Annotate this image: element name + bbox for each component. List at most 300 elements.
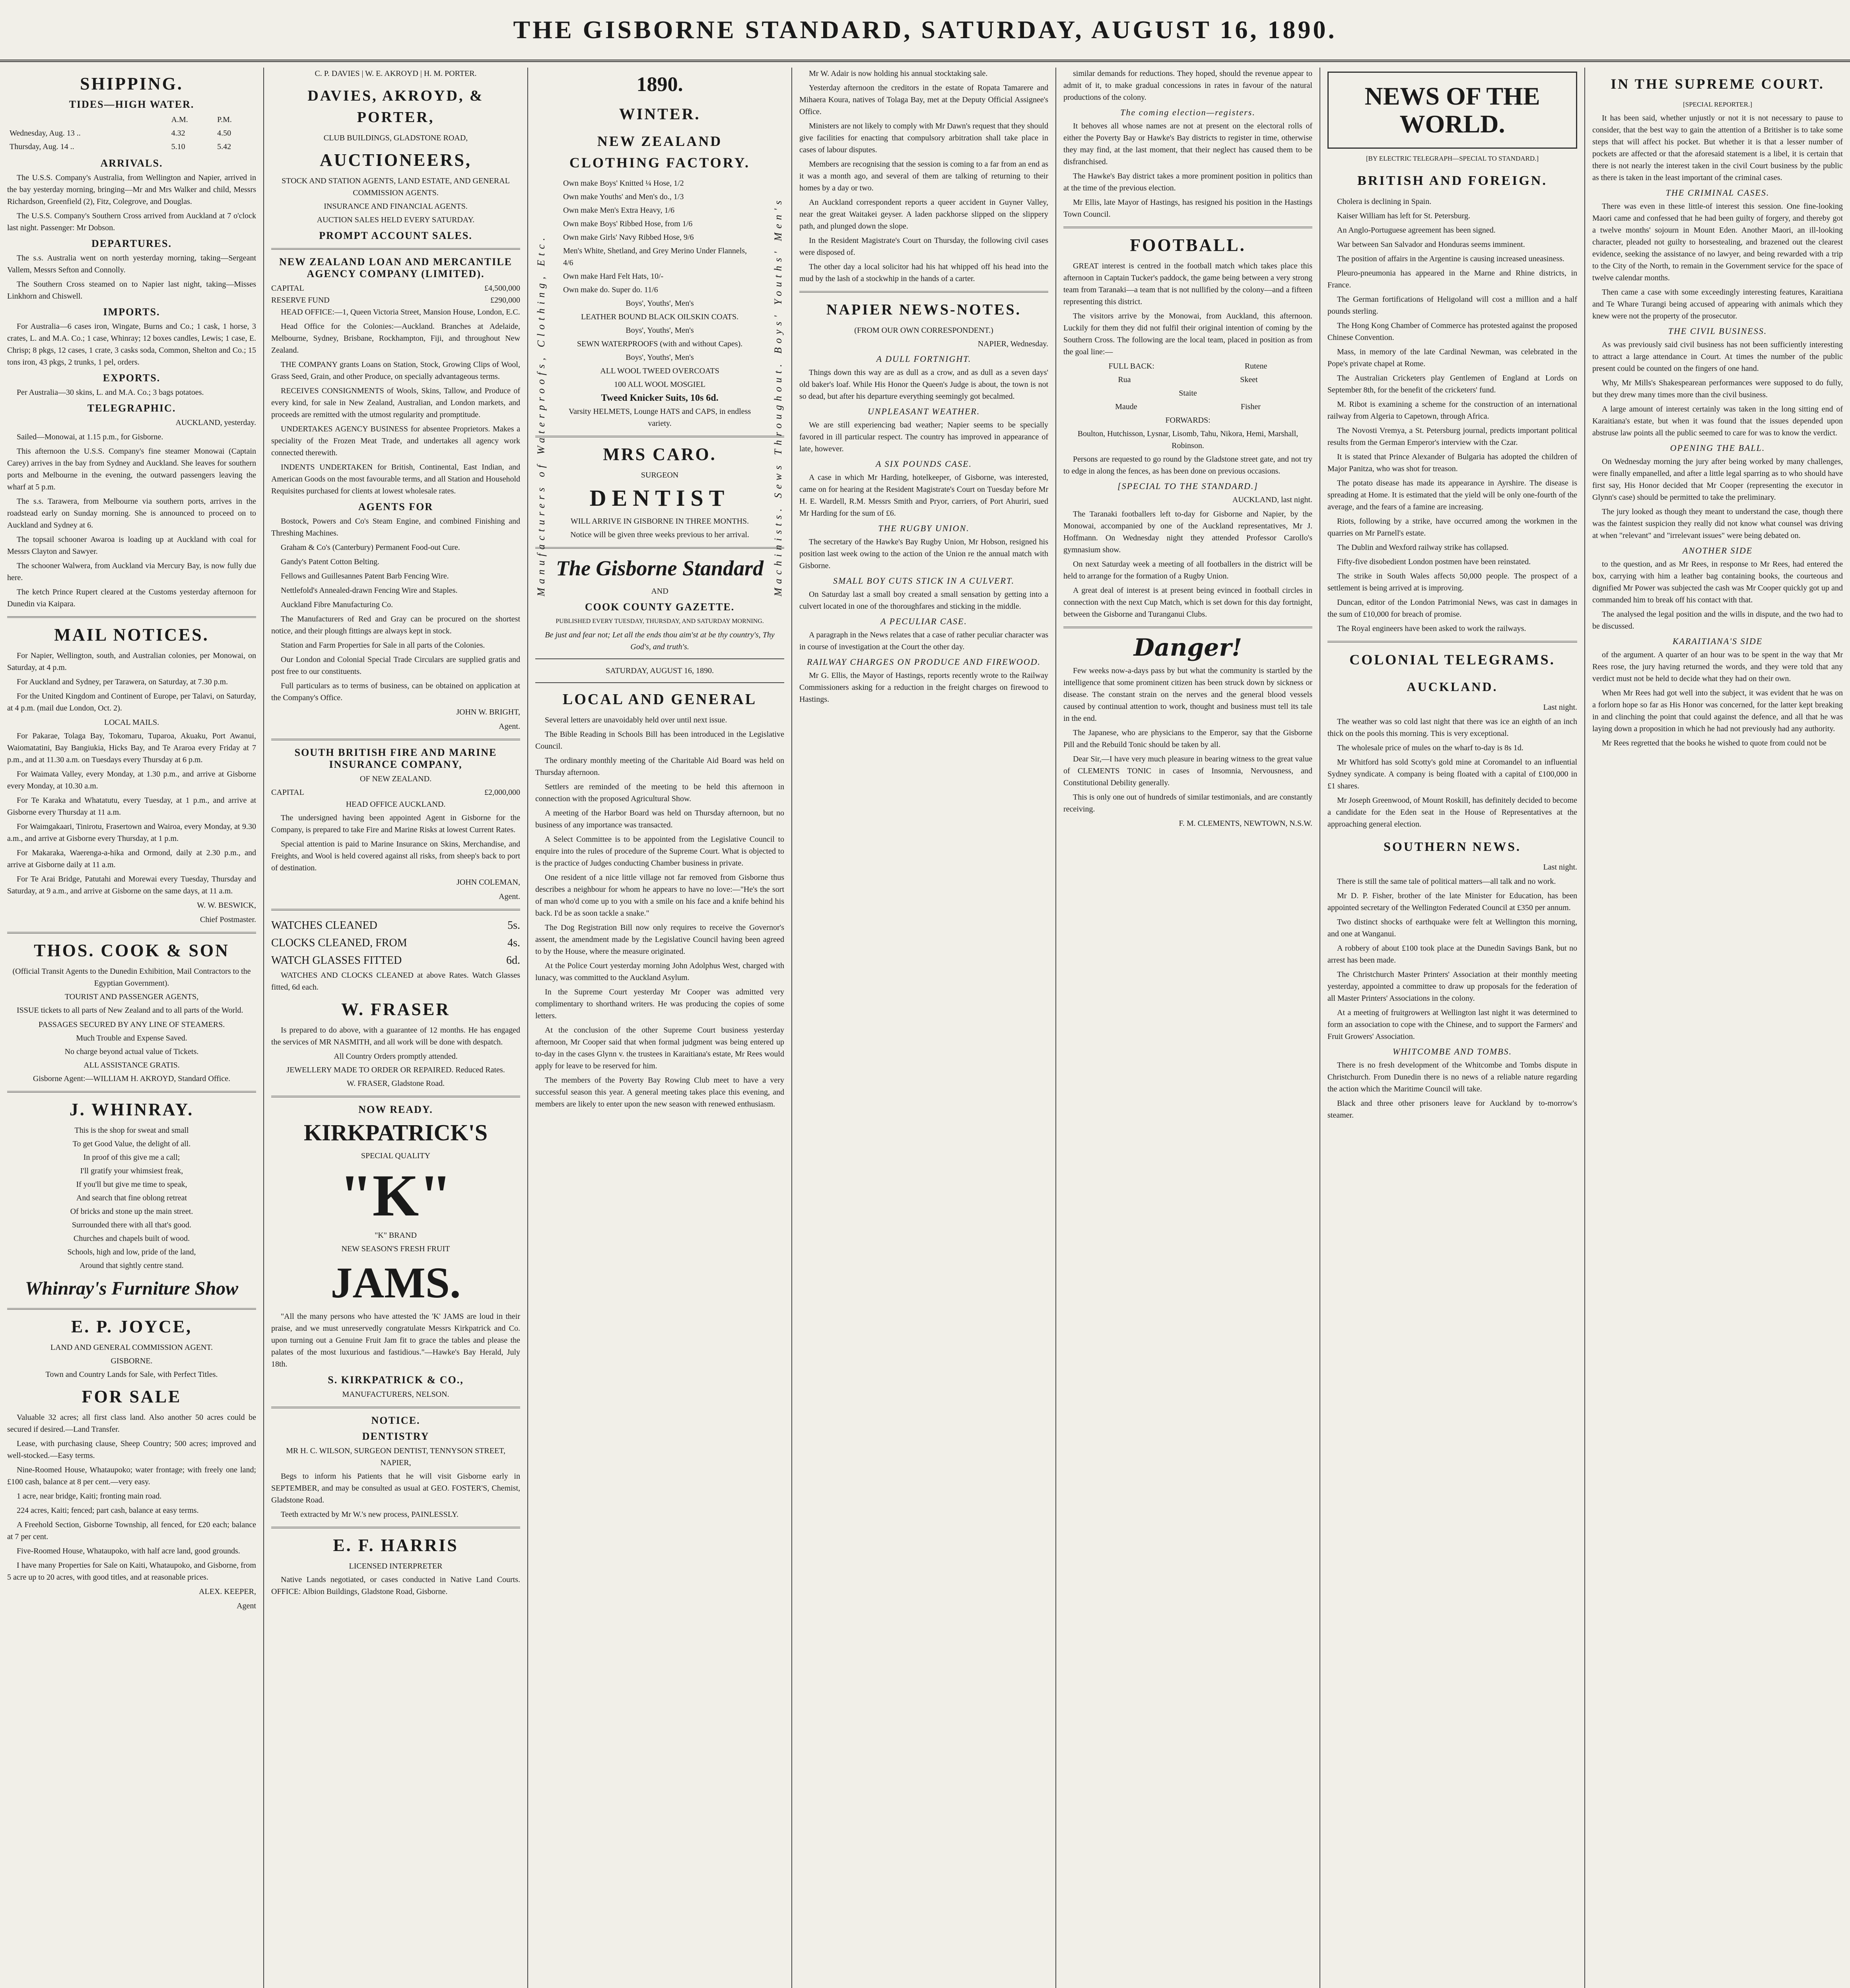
forwards-list: Boulton, Hutchisson, Lysnar, Lisomb, Tahu, Nikora, Hemi, Marshall, Robinson. bbox=[1077, 429, 1298, 450]
clothing-item: ALL WOOL TWEED OVERCOATS bbox=[600, 367, 719, 375]
for-sale-item: Nine-Roomed House, Whataupoko; water frontage; with freely one land; £100 cash, balance at 8 per cent.—very easy. bbox=[7, 1466, 256, 1486]
clothing-side-label-left: Manufacturers of Waterproofs, Clothing, Etc. bbox=[535, 234, 547, 596]
opening-text: The jury looked as though they meant to understand the case, though there was the faintest suspicion they really did not know what counsel was driving at when "relevant" and "irrelevant issues" were being debated on. bbox=[1592, 507, 1843, 540]
for-sale-item: 224 acres, Kaiti; fenced; part cash, balance at easy terms. bbox=[17, 1506, 199, 1515]
kirkpatrick-maker-sub: MANUFACTURERS, NELSON. bbox=[342, 1390, 449, 1399]
civil-heading: THE CIVIL BUSINESS. bbox=[1668, 326, 1767, 336]
bf-item: Riots, following by a strike, have occurred among the workmen in the quarries on Mr Parnell's estate. bbox=[1327, 517, 1577, 538]
joyce-heading: E. P. JOYCE, bbox=[71, 1317, 192, 1336]
agents-signature: JOHN W. BRIGHT, bbox=[456, 708, 520, 716]
fraser-heading: W. FRASER bbox=[341, 1000, 450, 1019]
local-item: A Select Committee is to be appointed from the Legislative Council to enquire into the rules of procedure of the Supreme Court. What is objected to is the practice of Judges conducting Chamber business in private. bbox=[535, 835, 784, 868]
cook-line: No charge beyond actual value of Tickets. bbox=[64, 1047, 199, 1056]
auckland-item: The wholesale price of mules on the wharf to-day is 8s 1d. bbox=[1337, 744, 1524, 752]
napier-item-text: We are still experiencing bad weather; Napier seems to be specially favored in ill particular respect. The country has improved in appearance of late, however. bbox=[799, 421, 1048, 453]
telegraphic-item: Sailed—Monowai, at 1.15 p.m., for Gisborne. bbox=[17, 433, 163, 441]
watch-price-value: 6d. bbox=[506, 954, 520, 967]
cook-line: PASSAGES SECURED BY ANY LINE OF STEAMERS. bbox=[38, 1020, 225, 1029]
cook-line: (Official Transit Agents to the Dunedin Exhibition, Mail Contractors to the Egyptian Government). bbox=[12, 967, 251, 988]
civil-text: A large amount of interest certainly was taken in the long sitting end of Karaitiana's estate, but when it was found that the issues depended upon abstruse law points all the public seemed to care for was to know the verdict. bbox=[1592, 405, 1843, 437]
mail-signature: W. W. BESWICK, bbox=[197, 901, 256, 910]
caro-line: WILL ARRIVE IN GISBORNE IN THREE MONTHS. bbox=[570, 517, 749, 526]
napier-item-title: A PECULIAR CASE. bbox=[880, 616, 967, 626]
cook-line: Much Trouble and Expense Saved. bbox=[76, 1034, 187, 1043]
clothing-side-label-right: Machinists. Sews Throughout. Boys' Youths' Men's bbox=[772, 196, 784, 596]
news-subheading: The coming election—registers. bbox=[1120, 107, 1255, 117]
napier-sub: (FROM OUR OWN CORRESPONDENT.) bbox=[854, 326, 993, 335]
mail-item: For Te Arai Bridge, Patutahi and Morewai every Tuesday, Thursday and Saturday, at 9 a.m., and arrive at Gisborne on the same days, at 11 a.m. bbox=[7, 875, 256, 895]
fraser-text: All Country Orders promptly attended. bbox=[334, 1052, 458, 1061]
clothing-item: 100 ALL WOOL MOSGIEL bbox=[614, 380, 705, 389]
clothing-item: LEATHER BOUND BLACK OILSKIN COATS. bbox=[581, 313, 739, 321]
kirkpatrick-season: NEW SEASON'S FRESH FRUIT bbox=[341, 1244, 450, 1253]
kirkpatrick-jams: JAMS. bbox=[330, 1258, 461, 1307]
harris-text: Native Lands negotiated, or cases conducted in Native Land Courts. OFFICE: Albion Buildings, Gladstone Road, Gisborne. bbox=[271, 1575, 520, 1596]
danger-text: The Japanese, who are physicians to the Emperor, say that the Gisborne Pill and the Rebuild Tonic should be taken by all. bbox=[1063, 728, 1312, 749]
tide-day: Thursday, Aug. 14 .. bbox=[10, 142, 74, 151]
local-item: The Dog Registration Bill now only requires to receive the Governor's assent, the amendment made by the Legislative Council having been agreed to by the House, where the measure originated. bbox=[535, 923, 784, 956]
napier-item-title: SMALL BOY CUTS STICK IN A CULVERT. bbox=[833, 576, 1015, 586]
tide-table bbox=[7, 113, 256, 153]
napier-item-text: Things down this way are as dull as a crow, and as dull as a seven days' old baker's loaf. While His Honor the Queen's Judge is about, the town is not so dead, but after his departure everything seemingly got becalmed. bbox=[799, 368, 1048, 401]
whinray-verse-line: To get Good Value, the delight of all. bbox=[72, 1140, 191, 1148]
caro-line: Notice will be given three weeks previous to her arrival. bbox=[570, 530, 749, 539]
bf-item: Cholera is declining in Spain. bbox=[1337, 197, 1432, 206]
tide-pm: 4.50 bbox=[217, 129, 231, 138]
joyce-line: GISBORNE. bbox=[111, 1357, 153, 1365]
clothing-item: Men's White, Shetland, and Grey Merino Under Flannels, 4/6 bbox=[563, 247, 747, 267]
player-name: Rua bbox=[1118, 375, 1131, 384]
cook-heading: THOS. COOK & SON bbox=[34, 941, 229, 960]
another-side-text: The analysed the legal position and the wills in dispute, and the two had to be discussed. bbox=[1592, 610, 1843, 631]
southern-place: Last night. bbox=[1543, 863, 1577, 872]
threequarters-row bbox=[1063, 374, 1312, 386]
danger-signature: F. M. CLEMENTS, NEWTOWN, N.S.W. bbox=[1179, 819, 1312, 828]
local-item: A meeting of the Harbor Board was held on Thursday afternoon, but no business of any importance was transacted. bbox=[535, 809, 784, 829]
exports-heading: EXPORTS. bbox=[103, 372, 161, 384]
paper-title: The Gisborne Standard bbox=[556, 556, 764, 580]
special-text: A great deal of interest is at present being evinced in football circles in connection with the next Cup Match, which is set down for this day fortnight, between the Gisborne and Turanganui Clubs. bbox=[1063, 586, 1312, 619]
karaitiana-text: Mr Rees regretted that the books he wished to quote from could not be bbox=[1602, 739, 1827, 747]
telegraphic-heading: TELEGRAPHIC. bbox=[87, 402, 176, 414]
bf-item: M. Ribot is examining a scheme for the construction of an international railway from Algeria to Capetown, through Africa. bbox=[1327, 400, 1577, 421]
telegraphic-item: The s.s. Tarawera, from Melbourne via southern ports, arrives in the roadstead early on Sunday morning. She is announced to proceed on to Auckland and Sydney at 6. bbox=[7, 497, 256, 530]
watches-note: WATCHES AND CLOCKS CLEANED at above Rates. Watch Glasses fitted, 6d each. bbox=[271, 971, 520, 992]
football-text: GREAT interest is centred in the football match which takes place this afternoon in Captain Tucker's paddock, the game being between a very strong team from Taranaki—a team that is not nullified by the colony—and a fifteen representing this district. bbox=[1063, 262, 1312, 306]
tide-pm: 5.42 bbox=[217, 142, 231, 151]
bf-item: It is stated that Prince Alexander of Bulgaria has adopted the children of Major Panitza, who was shot for treason. bbox=[1327, 452, 1577, 473]
clothing-item: Own make Girls' Navy Ribbed Hose, 9/6 bbox=[563, 233, 694, 242]
karaitiana-text: When Mr Rees had got well into the subject, it was evident that he was on a forlorn hope so far as His Honor was concerned, for the latter kept breaking in and clinching the point that could against the defence, and all that he was laying down a proposition in which he had not previously had any authority. bbox=[1592, 689, 1843, 733]
auckland-item: Mr Joseph Greenwood, of Mount Roskill, has definitely decided to become a candidate for the Eden seat in the House of Representatives at the approaching general election. bbox=[1327, 796, 1577, 829]
tide-am: 4.32 bbox=[171, 129, 185, 138]
exports-text: Per Australia—30 skins, L. and M.A. Co.; 3 bags potatoes. bbox=[17, 388, 204, 397]
agents-signature-title: Agent. bbox=[499, 722, 520, 731]
shipping-heading: SHIPPING. bbox=[80, 74, 183, 93]
southern-item: Two distinct shocks of earthquake were felt at Wellington this morning, and one at Wanganui. bbox=[1327, 918, 1577, 938]
southern-item: At a meeting of fruitgrowers at Wellington last night it was determined to form an association to cope with the Chinese, and to support the Farmers' and Fruit Growers' Association. bbox=[1327, 1008, 1577, 1041]
mail-item: For Te Karaka and Whatatutu, every Tuesday, at 1 p.m., and arrive at Gisborne every Thursday at 11 a.m. bbox=[7, 796, 256, 817]
arrival-item: The U.S.S. Company's Southern Cross arrived from Auckland at 7 o'clock last night. Passenger: Mr Dobson. bbox=[7, 212, 256, 232]
for-sale-item: Five-Roomed House, Whataupoko, with half acre land, good grounds. bbox=[17, 1547, 240, 1555]
kirkpatrick-quote: "All the many persons who have attested the 'K' JAMS are loud in their praise, and we must unreservedly congratulate Messrs Kirkpatrick and Co. upon turning out a Genuine Fruit Jam fit to grace the tables and please the palates of the most luxurious and fastidious."—Hawke's Bay Herald, July 18th. bbox=[271, 1312, 520, 1369]
napier-item-title: A DULL FORTNIGHT. bbox=[876, 354, 972, 364]
danger-text: Few weeks now-a-days pass by but what the community is startled by the intelligence that some prominent citizen has been struck down by sickness or disease. The constant strain on the nerves and the general blood vessels caused by continual attention to work, thought and business must tell its tale in the end. bbox=[1063, 666, 1312, 723]
column-4 bbox=[792, 68, 1055, 1988]
whitcombe-item: Black and three other prisoners leave for Auckland by to-morrow's steamer. bbox=[1327, 1099, 1577, 1120]
local-item: The members of the Poverty Bay Rowing Club meet to have a very successful season this year. A general meeting takes place this evening, and members are likely to enter upon the new season with renewed enthusiasm. bbox=[535, 1076, 784, 1109]
column-6 bbox=[1320, 68, 1584, 1988]
for-sale-signature: ALEX. KEEPER, bbox=[199, 1587, 256, 1596]
british-foreign-heading: BRITISH AND FOREIGN. bbox=[1357, 173, 1547, 188]
south-british-heading: SOUTH BRITISH FIRE AND MARINE INSURANCE COMPANY, bbox=[294, 747, 497, 770]
napier-item-title: UNPLEASANT WEATHER. bbox=[867, 406, 980, 416]
news-of-world-byline: [BY ELECTRIC TELEGRAPH—SPECIAL TO STANDARD.] bbox=[1366, 155, 1539, 162]
departure-item: The Southern Cross steamed on to Napier last night, taking—Misses Linkhorn and Chiswell. bbox=[7, 280, 256, 301]
local-item: The ordinary monthly meeting of the Charitable Aid Board was held on Thursday afternoon. bbox=[535, 756, 784, 777]
whinray-verse-line: I'll gratify your whimsiest freak, bbox=[80, 1167, 183, 1175]
fraser-text: JEWELLERY MADE TO ORDER OR REPAIRED. Reduced Rates. bbox=[286, 1066, 505, 1074]
kirkpatrick-heading: KIRKPATRICK'S bbox=[304, 1120, 488, 1145]
south-british-text: The undersigned having been appointed Agent in Gisborne for the Company, is prepared to take Fire and Marine Risks at lowest Current Rates. bbox=[271, 813, 520, 834]
fullback-row bbox=[1063, 360, 1312, 372]
southern-item: The Christchurch Master Printers' Association at their monthly meeting yesterday, appointed a committee to draw up proposals for the federation of all Master Printers' Associations in the colony. bbox=[1327, 970, 1577, 1003]
napier-item-title: THE RUGBY UNION. bbox=[878, 523, 970, 533]
special-place: AUCKLAND, last night. bbox=[1232, 495, 1312, 504]
football-heading: FOOTBALL. bbox=[1130, 235, 1246, 255]
reserve-row bbox=[271, 294, 520, 306]
napier-item-title: A SIX POUNDS CASE. bbox=[875, 459, 972, 469]
clothing-company: NEW ZEALAND CLOTHING FACTORY. bbox=[569, 133, 750, 171]
local-item: Settlers are reminded of the meeting to be held this afternoon in connection with the proposed Agricultural Show. bbox=[535, 782, 784, 803]
agents-item: Graham & Co's (Canterbury) Permanent Food-out Cure. bbox=[281, 543, 460, 552]
prompt-sales: PROMPT ACCOUNT SALES. bbox=[319, 230, 472, 241]
agents-item: The Manufacturers of Red and Gray can be procured on the shortest notice, and their plough fittings are always kept in stock. bbox=[271, 615, 520, 635]
firm-line: AUCTION SALES HELD EVERY SATURDAY. bbox=[317, 215, 475, 224]
firm-line: INSURANCE AND FINANCIAL AGENTS. bbox=[324, 202, 468, 211]
whinray-verse-line: Around that sightly centre stand. bbox=[80, 1261, 184, 1270]
mail-item: For Waimata Valley, every Monday, at 1.30 p.m., and arrive at Gisborne every Monday, at 10.30 a.m. bbox=[7, 770, 256, 790]
bf-item: The strike in South Wales affects 50,000 people. The prospect of a settlement is being arrived at is improving. bbox=[1327, 572, 1577, 592]
paper-publication: PUBLISHED EVERY TUESDAY, THURSDAY, AND SATURDAY MORNING. bbox=[556, 618, 764, 625]
watch-price-value: 4s. bbox=[507, 937, 520, 949]
napier-item-text: On Saturday last a small boy created a small sensation by getting into a culvert located in one of the thoroughfares and sticking in the middle. bbox=[799, 590, 1048, 611]
fraser-text: Is prepared to do above, with a guarantee of 12 months. He has engaged the services of MR NASMITH, and all work will be done with despatch. bbox=[271, 1026, 520, 1046]
napier-heading: NAPIER NEWS-NOTES. bbox=[826, 301, 1022, 318]
whinray-verse-line: Churches and chapels built of wood. bbox=[73, 1234, 190, 1243]
clothing-item: SEWN WATERPROOFS (with and without Capes). bbox=[577, 340, 743, 348]
player-name: Skeet bbox=[1240, 375, 1258, 384]
paper-motto: Be just and fear not; Let all the ends thou aim'st at be thy country's, Thy God's, and truth's. bbox=[545, 631, 775, 651]
local-item: At the conclusion of the other Supreme Court business yesterday afternoon, Mr Cooper said that when formal judgment was being entered up to-day in the cases Glynn v. the trustees in Karaitiana's estate, Mr Rees would apply for leave to be reserved for him. bbox=[535, 1026, 784, 1070]
news-item: similar demands for reductions. They hoped, should the revenue appear to admit of it, to make gradual concessions in rates in favour of the natural productions of the colony. bbox=[1063, 69, 1312, 102]
danger-text: Dear Sir,—I have very much pleasure in bearing witness to the great value of CLEMENTS TONIC in cases of Insomnia, Nervousness, and Constitutional Debility generally. bbox=[1063, 755, 1312, 787]
sb-capital-row bbox=[271, 786, 520, 798]
mail-item: For Napier, Wellington, south, and Australian colonies, per Monowai, on Saturday, at 4 p.m. bbox=[7, 651, 256, 672]
another-side-text: to the question, and as Mr Rees, in response to Mr Rees, had entered the box, carrying with him a leather bag containing books, the courteous and dignified Mr Power was subjected the cash was Mr Cooper quickly got up and commanded him to break off his contact with that. bbox=[1592, 560, 1843, 604]
napier-item-text: The secretary of the Hawke's Bay Rugby Union, Mr Hobson, resigned his position last week owing to the action of the Union re the annual match with Gisborne. bbox=[799, 538, 1048, 570]
dentistry-line: Teeth extracted by Mr W.'s new process, PAINLESSLY. bbox=[281, 1510, 459, 1519]
bf-item: The Dublin and Wexford railway strike has collapsed. bbox=[1337, 543, 1509, 552]
whinray-verse-line: And search that fine oblong retreat bbox=[76, 1194, 187, 1202]
nz-loan-text: THE COMPANY grants Loans on Station, Stock, Growing Clips of Wool, Grass Seed, Grain, and other Produce, on specially advantageous terms. bbox=[271, 360, 520, 381]
bf-item: Fifty-five disobedient London postmen have been reinstated. bbox=[1337, 557, 1531, 566]
mail-notices-heading: MAIL NOTICES. bbox=[54, 625, 209, 645]
danger-heading: Danger! bbox=[1133, 634, 1242, 662]
news-item: The other day a local solicitor had his hat whipped off his head into the mud by the lash of a stockwhip in the hands of a carter. bbox=[799, 262, 1048, 283]
criminal-text: There was even in these little-of interest this session. One fine-looking Maori came and confessed that he had been guilty of forgery, and thereby got a twelve months' sojourn in Mount Eden. Another Maori, an ill-looking character, pleaded not guilty to horsestealing, and brazened out the clearest evidence, seeking the assistance of no lawyer, and being rewarded with a trip to the City of the North, to remain in the Government service for the space of twelve calendar months. bbox=[1592, 202, 1843, 282]
criminal-text: Then came a case with some exceedingly interesting features, Karaitiana and Te Whare Turangi being accused of appearing with animals which they knew were not the property of the prosecutor. bbox=[1592, 288, 1843, 320]
paper-sub: AND bbox=[651, 587, 668, 596]
nz-loan-heading: NEW ZEALAND LOAN AND MERCANTILE AGENCY COMPANY (LIMITED). bbox=[279, 256, 512, 280]
mail-item: For Waimgakaari, Tinirotu, Frasertown and Wairoa, every Monday, at 9.30 a.m., and arrive at Gisborne every Thursday, at 1 p.m. bbox=[7, 822, 256, 843]
fullback-label: FULL BACK: bbox=[1108, 362, 1154, 371]
furniture-show-heading: Whinray's Furniture Show bbox=[25, 1278, 239, 1299]
watch-price-row bbox=[271, 952, 520, 969]
tide-col-pm: P.M. bbox=[217, 115, 232, 124]
notice-heading: NOTICE. bbox=[371, 1415, 420, 1426]
kirkpatrick-k-logo: "K" bbox=[339, 1163, 452, 1229]
capital-label: CAPITAL bbox=[271, 284, 304, 293]
kirkpatrick-maker: S. KIRKPATRICK & CO., bbox=[328, 1374, 464, 1386]
player-name: Fisher bbox=[1240, 402, 1261, 411]
news-of-world-box bbox=[1327, 72, 1577, 149]
tide-row bbox=[7, 126, 256, 140]
news-item: The Hawke's Bay district takes a more prominent position in politics than at the time of the previous election. bbox=[1063, 172, 1312, 192]
masthead: THE GISBORNE STANDARD, SATURDAY, AUGUST 16, 1890. bbox=[0, 0, 1850, 62]
column-5 bbox=[1056, 68, 1319, 1988]
football-text: Persons are requested to go round by the Gladstone street gate, and not try to edge in along the fences, as has been done on previous occasions. bbox=[1063, 455, 1312, 476]
special-text: The Taranaki footballers left to-day for Gisborne and Napier, by the Monowai, accompanied by one of the Auckland representatives, Mr J. Hoffmann. On Wednesday night they attended Professor Carollo's gymnasium show. bbox=[1063, 510, 1312, 554]
south-british-signature: JOHN COLEMAN, bbox=[457, 878, 520, 887]
whitcombe-heading: WHITCOMBE AND TOMBS. bbox=[1392, 1046, 1512, 1056]
southern-item: There is still the same tale of political matters—all talk and no work. bbox=[1337, 877, 1556, 886]
mail-item: For the United Kingdom and Continent of Europe, per Talavi, on Saturday, at 4 p.m. (mail due London, Oct. 2). bbox=[7, 692, 256, 712]
clothing-item: Own make do. Super do. 11/6 bbox=[563, 285, 658, 294]
civil-text: As was previously said civil business has not been sufficiently interesting to attract a large attendance in Court. At times the number of the public present could be counted on the fingers of one hand. bbox=[1592, 340, 1843, 373]
whinray-verse-line: Of bricks and stone up the main street. bbox=[70, 1207, 193, 1216]
southern-heading: SOUTHERN NEWS. bbox=[1384, 839, 1521, 854]
joyce-line: Town and Country Lands for Sale, with Perfect Titles. bbox=[45, 1370, 218, 1379]
column-7 bbox=[1585, 68, 1850, 1988]
telegraphic-item: This afternoon the U.S.S. Company's fine steamer Monowai (Captain Carey) arrives in the bay from Sydney and Auckland. She leaves for southern ports and Melbourne in the evening, the outward passengers leaving the wharf at 5 p.m. bbox=[7, 447, 256, 491]
firm-heading: DAVIES, AKROYD, & PORTER, bbox=[307, 87, 484, 126]
sb-capital-value: £2,000,000 bbox=[484, 788, 520, 797]
clothing-year: 1890. bbox=[636, 73, 683, 96]
criminal-heading: THE CRIMINAL CASES. bbox=[1665, 188, 1770, 198]
watch-price-row bbox=[271, 917, 520, 934]
halfback-row bbox=[1063, 401, 1312, 413]
auckland-item: The weather was so cold last night that there was ice an eighth of an inch thick on the pools this morning. This is very exceptional. bbox=[1327, 717, 1577, 738]
cook-line: Gisborne Agent:—WILLIAM H. AKROYD, Standard Office. bbox=[33, 1074, 231, 1083]
agents-item: Bostock, Powers and Co's Steam Engine, and combined Finishing and Threshing Machines. bbox=[271, 517, 520, 538]
firm-address: CLUB BUILDINGS, GLADSTONE ROAD, bbox=[323, 134, 468, 142]
agents-item: Nettlefold's Annealed-drawn Fencing Wire and Staples. bbox=[281, 586, 458, 595]
whinray-heading: J. WHINRAY. bbox=[69, 1100, 194, 1119]
supreme-court-intro: It has been said, whether unjustly or not it is not necessary to pause to consider, that the best way to gain the attention of a Britisher is to take some steps that will affect his pocket. But whether it is that a lesser number of pockets are affected or that the aforesaid statement is a libel, it is certain that there is not nearly the interest taken in the civil Court business by the public as there is taken in the least important of the criminal cases. bbox=[1592, 114, 1843, 182]
napier-place: NAPIER, Wednesday. bbox=[977, 340, 1048, 348]
opening-text: On Wednesday morning the jury after being worked by many challenges, were finally empanelled, and after a little legal sparring as to who should have first say, His Honor decided that Mr Cooper (representing the executor in Glynn's case) should be permitted to take the preliminary. bbox=[1592, 457, 1843, 502]
caro-heading: MRS CARO. bbox=[603, 445, 717, 464]
nz-loan-text: HEAD OFFICE:—1, Queen Victoria Street, Mansion House, London, E.C. bbox=[281, 308, 520, 316]
bf-item: An Anglo-Portuguese agreement has been signed. bbox=[1337, 226, 1496, 235]
mail-item: For Makaraka, Waerenga-a-hika and Ormond, daily at 2.30 p.m., and arrive at Gisborne daily at 11 a.m. bbox=[7, 848, 256, 869]
kirkpatrick-brand: "K" BRAND bbox=[375, 1231, 417, 1240]
bf-item: The Hong Kong Chamber of Commerce has protested against the proposed Chinese Convention. bbox=[1327, 321, 1577, 342]
nz-loan-text: UNDERTAKES AGENCY BUSINESS for absentee Proprietors. Makes a speciality of the Frozen Meat Trade, and undertakes all agency work connected therewith. bbox=[271, 425, 520, 457]
napier-item-text: Mr G. Ellis, the Mayor of Hastings, reports recently wrote to the Railway Commissioners asking for a reduction in the freight charges on firewood to Hastings. bbox=[799, 671, 1048, 704]
clothing-item: Boys', Youths', Men's bbox=[626, 353, 694, 362]
special-heading: [SPECIAL TO THE STANDARD.] bbox=[1117, 481, 1258, 491]
clothing-item: Own make Men's Extra Heavy, 1/6 bbox=[563, 206, 675, 215]
opening-heading: OPENING THE BALL. bbox=[1670, 443, 1765, 453]
nz-loan-text: Head Office for the Colonies:—Auckland. Branches at Adelaide, Melbourne, Sydney, Brisbane, Rockhampton, Fiji, and throughout New Zealand. bbox=[271, 322, 520, 355]
paper-sub-title: COOK COUNTY GAZETTE. bbox=[585, 601, 735, 613]
south-british-head-office: HEAD OFFICE AUCKLAND. bbox=[346, 800, 446, 809]
football-text: The visitors arrive by the Monowai, from Auckland, this afternoon. Luckily for them they did not fulfil their original intention of coming by the Southern Cross. The following are the local team, placed in position as from the goal line:— bbox=[1063, 312, 1312, 356]
column-2 bbox=[264, 68, 527, 1988]
harris-heading: E. F. HARRIS bbox=[333, 1536, 459, 1555]
for-sale-item: 1 acre, near bridge, Kaiti; fronting main road. bbox=[17, 1492, 162, 1501]
bf-item: The position of affairs in the Argentine is causing increased uneasiness. bbox=[1337, 254, 1564, 263]
clothing-item: Own make Boys' Knitted ¼ Hose, 1/2 bbox=[563, 179, 684, 188]
bf-item: The German fortifications of Heligoland will cost a million and a half pounds sterling. bbox=[1327, 295, 1577, 316]
civil-text: Why, Mr Mills's Shakespearean performances were supposed to do fully, but they drew many times more than the civil business. bbox=[1592, 379, 1843, 399]
clothing-item: Own make Boys' Ribbed Hose, from 1/6 bbox=[563, 219, 693, 228]
local-general-heading: LOCAL AND GENERAL bbox=[562, 691, 757, 708]
whinray-verse-line: If you'll but give me time to speak, bbox=[76, 1180, 187, 1189]
clothing-item: Boys', Youths', Men's bbox=[626, 299, 694, 308]
news-item: An Auckland correspondent reports a queer accident in Guyner Valley, near the great Waitakei geyser. A laden packhorse slipped on the slippery path, and plunged down the slope. bbox=[799, 198, 1048, 231]
mail-subheading: LOCAL MAILS. bbox=[104, 718, 159, 727]
fraser-text: W. FRASER, Gladstone Road. bbox=[347, 1079, 445, 1088]
watch-price-label: CLOCKS CLEANED, FROM bbox=[271, 937, 407, 949]
kirkpatrick-quality: SPECIAL QUALITY bbox=[361, 1151, 431, 1160]
watch-price-row bbox=[271, 934, 520, 952]
agents-item: Gandy's Patent Cotton Belting. bbox=[281, 557, 380, 566]
local-item: At the Police Court yesterday morning John Adolphus West, charged with lunacy, was committed to the Auckland Asylum. bbox=[535, 961, 784, 982]
supreme-court-byline: [SPECIAL REPORTER.] bbox=[1683, 101, 1753, 108]
cook-line: TOURIST AND PASSENGER AGENTS, bbox=[64, 992, 199, 1001]
imports-text: For Australia—6 cases iron, Wingate, Burns and Co.; 1 cask, 1 horse, 3 crates, L. and M.A. Co.; 1 case, Whinray; 12 boxes candles, Lewis; 1 case, E. Chrisp; 8 pkgs, 12 cases, 1 crate, 3 casks soda, Common, Shelton and Co.; 15 tons iron, 43 pkgs, 2 trunks, 1 pel, orders. bbox=[7, 322, 256, 367]
napier-item-text: A paragraph in the News relates that a case of rather peculiar character was in course of investigation at the Court the other day. bbox=[799, 631, 1048, 651]
reserve-value: £290,000 bbox=[490, 296, 520, 305]
now-ready-heading: NOW READY. bbox=[358, 1104, 433, 1115]
reserve-label: RESERVE FUND bbox=[271, 296, 330, 305]
telegraphic-place: AUCKLAND, yesterday. bbox=[175, 418, 256, 427]
bf-item: Duncan, editor of the London Patrimonial News, was cast in damages in the sum of £10,000 for breach of promise. bbox=[1327, 598, 1577, 619]
special-text: On next Saturday week a meeting of all footballers in the district will be held to arrange for the formation of a Rugby Union. bbox=[1063, 560, 1312, 580]
watch-price-label: WATCH GLASSES FITTED bbox=[271, 954, 402, 967]
for-sale-item: I have many Properties for Sale on Kaiti, Whataupoko, and Gisborne, from 5 acre up to 20 acres, with good titles, and at reasonable prices. bbox=[7, 1561, 256, 1582]
local-item: The Bible Reading in Schools Bill has been introduced in the Legislative Council. bbox=[535, 730, 784, 751]
news-item: Ministers are not likely to comply with Mr Dawn's request that they should give facilities for enacting that compulsory arbitration shall take place in cases of labour disputes. bbox=[799, 122, 1048, 154]
harris-title: LICENSED INTERPRETER bbox=[349, 1562, 443, 1571]
dentistry-line: Begs to inform his Patients that he will visit Gisborne early in SEPTEMBER, and may be consulted as usual at GEO. FOSTER'S, Chemist, Gladstone Road. bbox=[271, 1472, 520, 1505]
clothing-season: WINTER. bbox=[619, 105, 701, 123]
auckland-heading: AUCKLAND. bbox=[1407, 679, 1498, 694]
south-british-text: Special attention is paid to Marine Insurance on Skins, Merchandise, and Freights, and Wool is held covered against all risks, from sheep's back to port of destination. bbox=[271, 840, 520, 872]
imports-heading: IMPORTS. bbox=[103, 306, 160, 318]
watch-price-value: 5s. bbox=[507, 919, 520, 932]
whinray-verse-line: Schools, high and low, pride of the land, bbox=[67, 1248, 196, 1256]
player-name: Maude bbox=[1115, 402, 1137, 411]
telegraphic-item: The topsail schooner Awaroa is loading up at Auckland with coal for Messrs Clayton and Sawyer. bbox=[7, 535, 256, 556]
column-1 bbox=[0, 68, 263, 1988]
bf-item: Kaiser William has left for St. Petersburg. bbox=[1337, 212, 1471, 220]
capital-row bbox=[271, 282, 520, 294]
tides-heading: TIDES—HIGH WATER. bbox=[69, 99, 194, 110]
southern-item: A robbery of about £100 took place at the Dunedin Savings Bank, but no arrest has been made. bbox=[1327, 944, 1577, 965]
local-item: Several letters are unavoidably held over until next issue. bbox=[545, 716, 727, 724]
for-sale-signature-title: Agent bbox=[237, 1602, 256, 1610]
caro-dentist: DENTIST bbox=[589, 485, 730, 511]
whinray-verse-line: In proof of this give me a call; bbox=[83, 1153, 180, 1162]
south-british-sub: OF NEW ZEALAND. bbox=[360, 775, 432, 783]
column-3 bbox=[528, 68, 791, 1988]
news-item: Mr Ellis, late Mayor of Hastings, has resigned his position in the Hastings Town Council. bbox=[1063, 198, 1312, 219]
news-item: Yesterday afternoon the creditors in the estate of Ropata Tamarere and Mihaera Koura, natives of Tolaga Bay, met at the Deputy Official Assignee's Office. bbox=[799, 83, 1048, 116]
news-of-world-heading: NEWS OF THE WORLD. bbox=[1364, 82, 1540, 138]
bf-item: The Novosti Vremya, a St. Petersburg journal, predicts important political results from the German Emperor's interview with the Czar. bbox=[1327, 426, 1577, 447]
cook-line: ISSUE tickets to all parts of New Zealand and to all parts of the World. bbox=[17, 1006, 243, 1015]
whinray-verse-line: This is the shop for sweat and small bbox=[74, 1126, 189, 1135]
tide-row bbox=[7, 140, 256, 153]
watch-price-label: WATCHES CLEANED bbox=[271, 919, 377, 932]
clothing-item: Own make Youths' and Men's do., 1/3 bbox=[563, 192, 684, 201]
danger-text: This is only one out of hundreds of similar testimonials, and are constantly receiving. bbox=[1063, 793, 1312, 813]
nz-loan-text: RECEIVES CONSIGNMENTS of Wools, Skins, Tallow, and Produce of every kind, for sale in New Zealand, Australian, and London markets, and proceeds are remitted with the utmost regularity and promptitude. bbox=[271, 386, 520, 419]
auckland-item: Mr Whitford has sold Scotty's gold mine at Coromandel to an influential Sydney syndicate. A company is being floated with a capital of £100,000 in £1 shares. bbox=[1327, 758, 1577, 790]
for-sale-item: A Freehold Section, Gisborne Township, all fenced, for £20 each; balance at 7 per cent. bbox=[7, 1520, 256, 1541]
whitcombe-item: There is no fresh development of the Whitcombe and Tombs dispute in Christchurch. From Dunedin there is no news of a reliable nature regarding the action which the Maritime Council will take. bbox=[1327, 1061, 1577, 1093]
telegraphic-item: The ketch Prince Rupert cleared at the Customs yesterday afternoon for Dunedin via Kaipara. bbox=[7, 588, 256, 608]
agents-heading: AGENTS FOR bbox=[358, 501, 433, 513]
news-item: In the Resident Magistrate's Court on Thursday, the following civil cases were disposed of. bbox=[799, 236, 1048, 257]
capital-value: £4,500,000 bbox=[484, 284, 520, 293]
news-item: It behoves all whose names are not at present on the electoral rolls of either the Poverty Bay or Hawke's Bay districts to register in time, otherwise they may find, at the last moment, that their neglect has caused them to be disfranchised. bbox=[1063, 122, 1312, 166]
news-item: Mr W. Adair is now holding his annual stocktaking sale. bbox=[809, 69, 988, 78]
another-side-heading: ANOTHER SIDE bbox=[1682, 546, 1753, 555]
joyce-line: LAND AND GENERAL COMMISSION AGENT. bbox=[50, 1343, 213, 1352]
bf-item: The Royal engineers have been asked to work the railways. bbox=[1337, 624, 1526, 633]
for-sale-item: Lease, with purchasing clause, Sheep Country; 500 acres; improved and well-stocked.—Easy terms. bbox=[7, 1439, 256, 1460]
clothing-item: Boys', Youths', Men's bbox=[626, 326, 694, 335]
bf-item: The potato disease has made its appearance in Ayrshire. The disease is spreading at Home. It is estimated that the yield will be only one-fourth of the average, and the fears of a famine are increasing. bbox=[1327, 479, 1577, 511]
mail-item: For Pakarae, Tolaga Bay, Tokomaru, Tuparoa, Akuaku, Port Awanui, Waiomatatini, Bay Bangiukia, Hicks Bay, and Te Araroa every Friday at 7 p.m., and at 11.30 a.m. on Tuesdays every Thursday at 6 p.m. bbox=[7, 732, 256, 764]
karaitiana-text: of the argument. A quarter of an hour was to be spent in the way that Mr Rees rose, the jury having returned the words, and they were told that any verdict must not be held to decide what they had on their own. bbox=[1592, 650, 1843, 683]
bf-item: Mass, in memory of the late Cardinal Newman, was celebrated in the Pope's private chapel at Rome. bbox=[1327, 348, 1577, 368]
dentistry-heading: DENTISTRY bbox=[362, 1431, 429, 1442]
caro-sub: SURGEON bbox=[641, 471, 679, 480]
firm-line: STOCK AND STATION AGENTS, LAND ESTATE, AND GENERAL COMMISSION AGENTS. bbox=[282, 177, 510, 197]
paper-date: SATURDAY, AUGUST 16, 1890. bbox=[606, 666, 714, 675]
clothing-item: Own make Hard Felt Hats, 10/- bbox=[563, 272, 664, 281]
arrivals-heading: ARRIVALS. bbox=[100, 157, 163, 169]
local-item: One resident of a nice little village not far removed from Gisborne thus describes a neighbour for whom he appears to have no love:—"He's the sort of man who'd come up to you with a smile on his face and a knife behind his back. I'd be as soon tackle a snake." bbox=[535, 873, 784, 918]
clothing-item: Varsity HELMETS, Lounge HATS and CAPS, in endless variety. bbox=[568, 407, 751, 428]
departures-heading: DEPARTURES. bbox=[91, 238, 172, 249]
southern-item: Mr D. P. Fisher, brother of the late Minister for Education, has been appointed secretary of the Wellington Federated Council at £350 per annum. bbox=[1327, 891, 1577, 912]
colonial-heading: COLONIAL TELEGRAMS. bbox=[1349, 652, 1555, 668]
agents-item: Auckland Fibre Manufacturing Co. bbox=[281, 600, 393, 609]
for-sale-item: Valuable 32 acres; all first class land. Also another 50 acres could be secured if desired.—Land Transfer. bbox=[7, 1413, 256, 1434]
player-name: Rutene bbox=[1244, 362, 1267, 371]
player-name: Staite bbox=[1179, 389, 1197, 398]
bf-item: Pleuro-pneumonia has appeared in the Marne and Rhine districts, in France. bbox=[1327, 269, 1577, 289]
halfback-row bbox=[1063, 387, 1312, 399]
dentistry-line: MR H. C. WILSON, SURGEON DENTIST, TENNYSON STREET, NAPIER, bbox=[286, 1446, 505, 1467]
